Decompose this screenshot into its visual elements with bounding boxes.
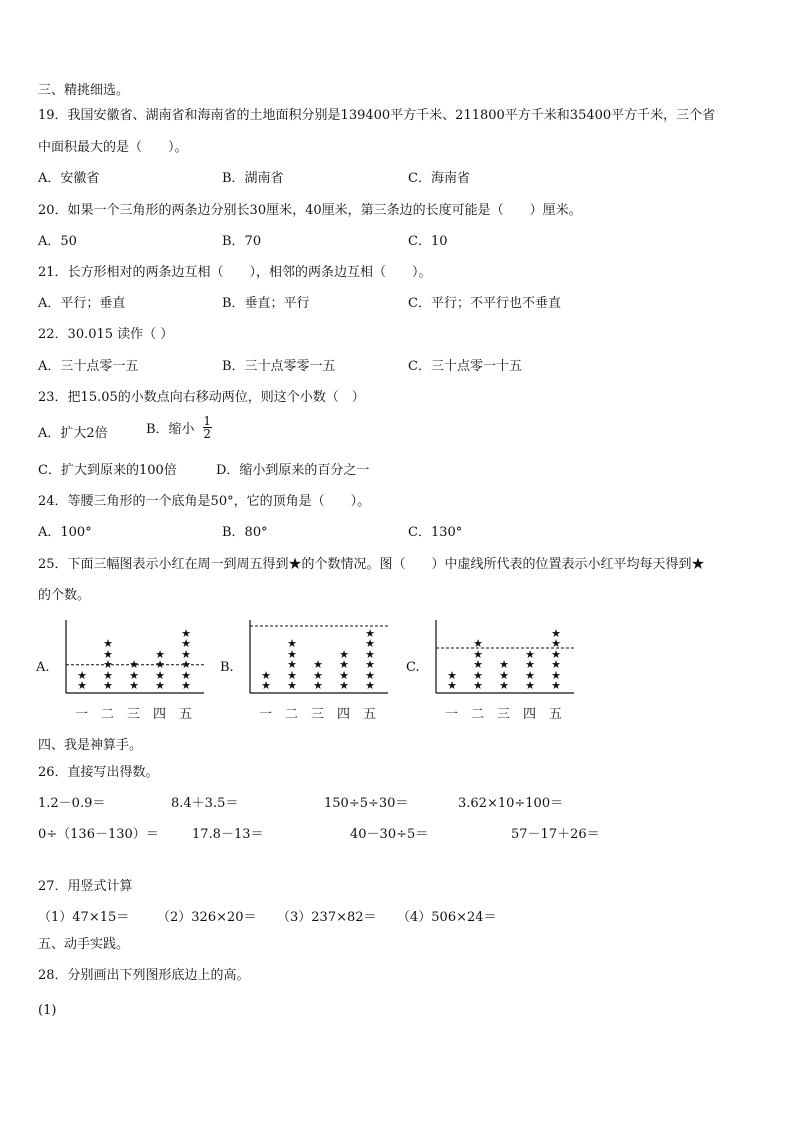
fraction-numerator: 1 (203, 414, 212, 428)
star-mark: ★ (525, 647, 535, 661)
q19-option-b: B．湖南省 (222, 171, 284, 186)
star-mark: ★ (365, 626, 375, 640)
star-mark: ★ (365, 647, 375, 661)
star-mark: ★ (313, 679, 323, 692)
fraction-denominator: 2 (203, 427, 212, 441)
star-mark: ★ (473, 679, 483, 692)
day-label: 五 (179, 707, 193, 722)
vertical-calc-item: （1）47×15＝ (38, 910, 130, 925)
q20-text: 20．如果一个三角形的两条边分别长30厘米，40厘米，第三条边的长度可能是（ ）厘米。 (38, 203, 582, 218)
star-mark: ★ (365, 637, 375, 650)
section-3-title: 三、精挑细选。 (38, 83, 130, 98)
star-mark: ★ (181, 637, 191, 650)
q21-option-c: C．平行；不平行也不垂直 (408, 296, 561, 311)
q21-option-a: A．平行；垂直 (38, 296, 126, 311)
star-mark: ★ (287, 679, 297, 692)
q20-option-c: C．10 (408, 234, 448, 249)
day-label: 五 (363, 707, 377, 722)
star-mark: ★ (499, 658, 509, 671)
day-label: 一 (75, 707, 89, 722)
star-mark: ★ (77, 679, 87, 692)
q25-text-line2: 的个数。 (38, 588, 91, 603)
star-mark: ★ (129, 679, 139, 692)
star-mark: ★ (313, 658, 323, 671)
vertical-calc-item: （4）506×24＝ (397, 910, 497, 925)
q25-text-line1: 25．下面三幅图表示小红在周一到周五得到★的个数情况。图（ ）中虚线所代表的位置表示小红平均每天得到★ (38, 557, 705, 572)
star-mark: ★ (103, 647, 113, 661)
section-5-title: 五、动手实践。 (38, 937, 130, 952)
star-mark: ★ (313, 668, 323, 682)
star-mark: ★ (129, 658, 139, 671)
q23-option-c: C．扩大到原来的100倍 (38, 463, 177, 478)
q23-option-d: D．缩小到原来的百分之一 (216, 463, 370, 478)
q23-text: 23．把15.05的小数点向右移动两位，则这个小数（ ） (38, 390, 365, 405)
star-mark: ★ (339, 668, 349, 682)
q23-option-b-label: B．缩小 (146, 422, 195, 437)
q19-text-line1: 19．我国安徽省、湖南省和海南省的土地面积分别是139400平方千米、211800平方千米和35400平方千米，三个省 (38, 108, 716, 123)
q28-text: 28．分别画出下列图形底边上的高。 (38, 968, 250, 983)
star-mark: ★ (525, 668, 535, 682)
star-mark: ★ (103, 637, 113, 650)
chart-label: C. (406, 660, 420, 675)
q24-option-b: B．80° (222, 525, 268, 540)
day-label: 二 (101, 707, 115, 722)
q22-option-c: C．三十点零一十五 (408, 359, 522, 374)
star-mark: ★ (261, 668, 271, 682)
star-mark: ★ (103, 668, 113, 682)
star-mark: ★ (551, 637, 561, 650)
star-mark: ★ (77, 668, 87, 682)
star-mark: ★ (155, 658, 165, 671)
star-mark: ★ (473, 637, 483, 650)
star-mark: ★ (551, 668, 561, 682)
star-mark: ★ (447, 679, 457, 692)
star-mark: ★ (551, 626, 561, 640)
calc-item: 40－30÷5＝ (350, 827, 429, 842)
q21-option-b: B．垂直；平行 (222, 296, 310, 311)
day-label: 一 (259, 707, 273, 722)
star-mark: ★ (261, 679, 271, 692)
star-mark: ★ (525, 679, 535, 692)
star-mark: ★ (499, 668, 509, 682)
q20-option-b: B．70 (222, 234, 262, 249)
star-mark: ★ (365, 658, 375, 671)
q27-text: 27．用竖式计算 (38, 879, 133, 894)
star-mark: ★ (365, 668, 375, 682)
q22-text: 22．30.015 读作（ ） (38, 327, 174, 342)
star-mark: ★ (447, 668, 457, 682)
day-label: 四 (153, 707, 167, 722)
star-mark: ★ (339, 658, 349, 671)
star-mark: ★ (339, 679, 349, 692)
star-mark: ★ (551, 679, 561, 692)
calc-item: 0÷（136－130）＝ (38, 827, 159, 842)
day-label: 四 (523, 707, 537, 722)
q26-text: 26．直接写出得数。 (38, 765, 159, 780)
star-mark: ★ (181, 647, 191, 661)
day-label: 四 (337, 707, 351, 722)
q20-option-a: A．50 (38, 234, 77, 249)
day-label: 二 (471, 707, 485, 722)
star-mark: ★ (103, 679, 113, 692)
calc-item: 8.4＋3.5＝ (171, 796, 239, 811)
star-mark: ★ (181, 679, 191, 692)
star-mark: ★ (103, 658, 113, 671)
star-mark: ★ (473, 668, 483, 682)
day-label: 三 (497, 707, 511, 722)
star-mark: ★ (287, 637, 297, 650)
star-mark: ★ (473, 658, 483, 671)
q24-text: 24．等腰三角形的一个底角是50°，它的顶角是（ ）。 (38, 494, 371, 509)
calc-item: 150÷5÷30＝ (324, 796, 409, 811)
day-label: 三 (127, 707, 141, 722)
star-mark: ★ (155, 647, 165, 661)
chart-label: A. (36, 660, 50, 675)
calc-item: 3.62×10÷100＝ (458, 796, 564, 811)
day-label: 一 (445, 707, 459, 722)
star-mark: ★ (287, 647, 297, 661)
star-mark: ★ (181, 668, 191, 682)
q28-sub-label: (1) (38, 1003, 57, 1018)
one-half-fraction (203, 415, 212, 440)
q22-option-a: A．三十点零一五 (38, 359, 139, 374)
q21-text: 21．长方形相对的两条边互相（ ），相邻的两条边互相（ ）。 (38, 265, 432, 280)
chart-label: B. (220, 660, 234, 675)
vertical-calc-item: （2）326×20＝ (157, 910, 257, 925)
star-mark: ★ (181, 626, 191, 640)
calc-item: 57－17＋26＝ (511, 827, 600, 842)
q24-option-a: A．100° (38, 525, 92, 540)
q24-option-c: C．130° (408, 525, 463, 540)
calc-item: 17.8－13＝ (192, 827, 264, 842)
star-mark: ★ (129, 668, 139, 682)
calc-item: 1.2－0.9＝ (38, 796, 106, 811)
q23-option-a: A．扩大2倍 (38, 426, 108, 441)
star-mark: ★ (551, 658, 561, 671)
q19-option-a: A．安徽省 (38, 171, 100, 186)
star-mark: ★ (155, 668, 165, 682)
q19-option-c: C．海南省 (408, 171, 470, 186)
star-mark: ★ (287, 668, 297, 682)
star-mark: ★ (525, 658, 535, 671)
q19-text-line2: 中面积最大的是（ ）。 (38, 140, 188, 155)
star-mark: ★ (365, 679, 375, 692)
section-4-title: 四、我是神算手。 (38, 738, 143, 753)
day-label: 五 (549, 707, 563, 722)
star-mark: ★ (155, 679, 165, 692)
vertical-calc-item: （3）237×82＝ (277, 910, 377, 925)
day-label: 三 (311, 707, 325, 722)
q22-option-b: B．三十点零零一五 (222, 359, 336, 374)
star-mark: ★ (287, 658, 297, 671)
star-mark: ★ (551, 647, 561, 661)
star-mark: ★ (499, 679, 509, 692)
star-mark: ★ (339, 647, 349, 661)
star-mark: ★ (181, 658, 191, 671)
star-mark: ★ (473, 647, 483, 661)
q23-option-b (146, 415, 212, 440)
day-label: 二 (285, 707, 299, 722)
